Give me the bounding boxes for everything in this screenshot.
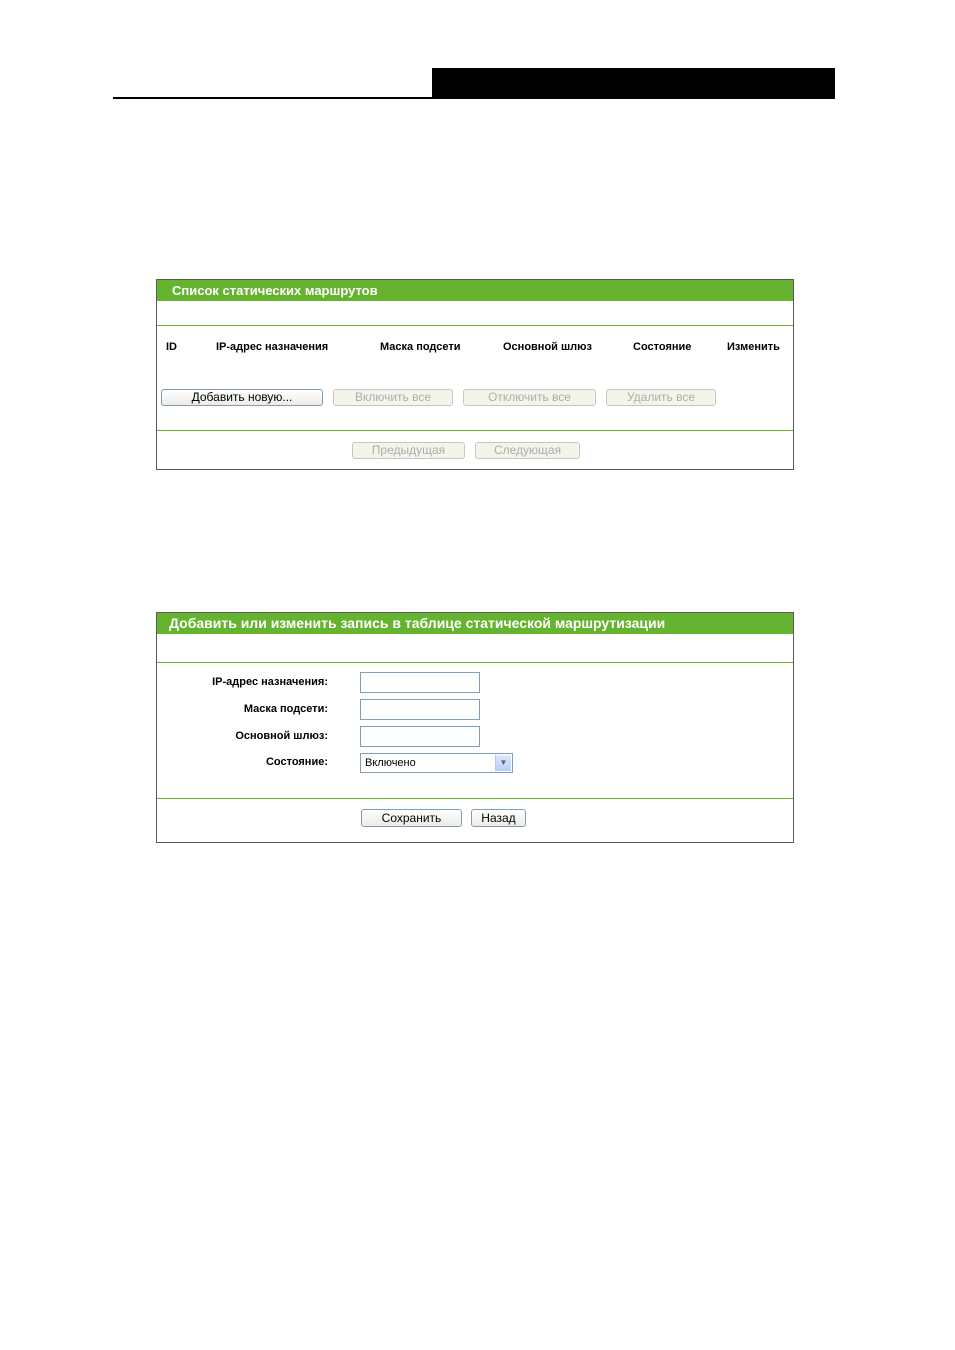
status-select[interactable] [360, 753, 513, 773]
divider [157, 662, 793, 663]
save-button[interactable]: Сохранить [361, 809, 462, 827]
chevron-down-icon[interactable]: ▼ [495, 755, 511, 771]
static-routes-panel [156, 279, 794, 470]
subnet-mask-label: Маска подсети: [243, 703, 328, 715]
next-page-button[interactable]: Следующая [475, 442, 580, 459]
gateway-label: Основной шлюз: [235, 730, 328, 742]
dest-ip-label: IP-адрес назначения: [212, 676, 328, 688]
divider [157, 325, 793, 326]
disable-all-button[interactable]: Отключить все [463, 389, 596, 406]
gateway-input[interactable] [360, 726, 480, 747]
subnet-mask-input[interactable] [360, 699, 480, 720]
column-id: ID [166, 341, 177, 353]
status-label: Состояние: [265, 756, 328, 768]
status-select-value: Включено [365, 757, 416, 769]
column-modify: Изменить [727, 341, 780, 353]
static-routes-title: Список статических маршрутов [157, 280, 793, 301]
add-edit-route-panel [156, 612, 794, 843]
enable-all-button[interactable]: Включить все [333, 389, 453, 406]
delete-all-button[interactable]: Удалить все [606, 389, 716, 406]
divider [157, 430, 793, 431]
column-subnet-mask: Маска подсети [380, 341, 461, 353]
add-edit-route-title: Добавить или изменить запись в таблице статической маршрутизации [157, 613, 793, 634]
column-gateway: Основной шлюз [503, 341, 592, 353]
dest-ip-input[interactable] [360, 672, 480, 693]
divider [157, 798, 793, 799]
back-button[interactable]: Назад [471, 809, 526, 827]
header-block [432, 68, 835, 99]
add-new-button[interactable]: Добавить новую... [161, 389, 323, 406]
column-status: Состояние [633, 341, 692, 353]
previous-page-button[interactable]: Предыдущая [352, 442, 465, 459]
column-dest-ip: IP-адрес назначения [216, 341, 329, 353]
